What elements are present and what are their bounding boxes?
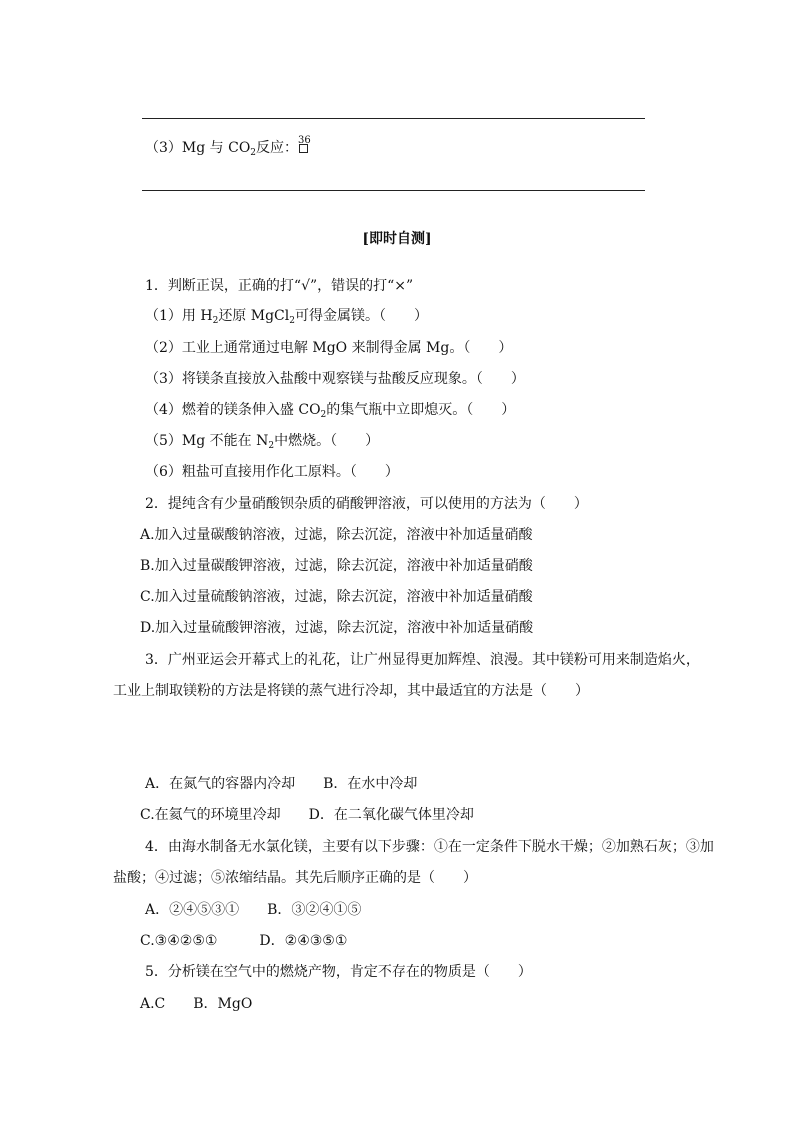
page-mark: 36 bbox=[298, 135, 311, 146]
question-2-option-b: B.加入过量碳酸钾溶液，过滤，除去沉淀，溶液中补加适量硝酸 bbox=[140, 558, 533, 574]
question-1-item-4 bbox=[145, 401, 515, 424]
answer-line bbox=[142, 190, 645, 191]
subscript: 2 bbox=[289, 316, 295, 326]
question-3-options-row-1: A．在氮气的容器内冷却 B．在水中冷却 bbox=[145, 776, 418, 792]
question-1-stem: 1．判断正误，正确的打“√”，错误的打“×” bbox=[145, 278, 414, 294]
question-4-stem-line-1: 4．由海水制备无水氯化镁，主要有以下步骤：①在一定条件下脱水干燥；②加熟石灰；③加 bbox=[145, 839, 714, 855]
question-2-option-a: A.加入过量碳酸钠溶液，过滤，除去沉淀，溶液中补加适量硝酸 bbox=[140, 527, 533, 543]
question-mg-co2 bbox=[145, 135, 311, 162]
subscript: 2 bbox=[212, 316, 219, 326]
text-fragment: （5）Mg 不能在 N bbox=[145, 433, 269, 449]
question-mg-co2-tail: 反应： bbox=[256, 140, 299, 156]
question-5-stem: 5．分析镁在空气中的燃烧产物，肯定不存在的物质是（ ） bbox=[145, 964, 532, 980]
subscript: 2 bbox=[268, 441, 275, 451]
question-mg-co2-label: （3）Mg 与 CO bbox=[145, 140, 251, 156]
subscript: 2 bbox=[250, 148, 257, 158]
question-2-option-d: D.加入过量硫酸钾溶液，过滤，除去沉淀，溶液中补加适量硝酸 bbox=[140, 620, 534, 636]
question-3-options-row-2: C.在氦气的环境里冷却 D．在二氧化碳气体里冷却 bbox=[140, 807, 474, 823]
question-1-item-6: （6）粗盐可直接用作化工原料。（ ） bbox=[145, 464, 399, 480]
section-title: [即时自测] bbox=[362, 231, 432, 247]
question-1-item-2: （2）工业上通常通过电解 MgO 来制得金属 Mg。（ ） bbox=[145, 340, 513, 356]
text-fragment: （4）燃着的镁条伸入盛 CO bbox=[145, 402, 321, 418]
text-fragment: 可得金属镁。（ ） bbox=[294, 308, 428, 324]
question-2-stem: 2．提纯含有少量硝酸钡杂质的硝酸钾溶液，可以使用的方法为（ ） bbox=[145, 496, 588, 512]
text-fragment: 还原 MgCl bbox=[218, 308, 290, 324]
question-4-stem-line-2: 盐酸；④过滤；⑤浓缩结晶。其先后顺序正确的是（ ） bbox=[113, 870, 477, 886]
question-3-stem-line-2: 工业上制取镁粉的方法是将镁的蒸气进行冷却，其中最适宜的方法是（ ） bbox=[113, 683, 589, 699]
question-1-item-5 bbox=[145, 432, 379, 455]
question-4-options-row-1: A．②④⑤③① B．③②④①⑤ bbox=[145, 902, 362, 918]
subscript: 2 bbox=[320, 410, 327, 420]
question-4-options-row-2: C.③④②⑤① D．②④③⑤① bbox=[140, 933, 348, 949]
text-fragment: 的集气瓶中立即熄灭。（ ） bbox=[326, 402, 516, 418]
question-3-stem-line-1: 3．广州亚运会开幕式上的礼花，让广州显得更加辉煌、浪漫。其中镁粉可用来制造焰火， bbox=[145, 652, 700, 668]
text-fragment: （1）用 H bbox=[145, 308, 213, 324]
question-5-options-row-1: A.C B．MgO bbox=[140, 996, 253, 1012]
question-1-item-1 bbox=[145, 307, 428, 330]
text-fragment: 中燃烧。（ ） bbox=[274, 433, 380, 449]
question-2-option-c: C.加入过量硫酸钠溶液，过滤，除去沉淀，溶液中补加适量硝酸 bbox=[140, 589, 533, 605]
answer-line bbox=[142, 118, 645, 119]
question-1-item-3: （3）将镁条直接放入盐酸中观察镁与盐酸反应现象。（ ） bbox=[145, 371, 525, 387]
